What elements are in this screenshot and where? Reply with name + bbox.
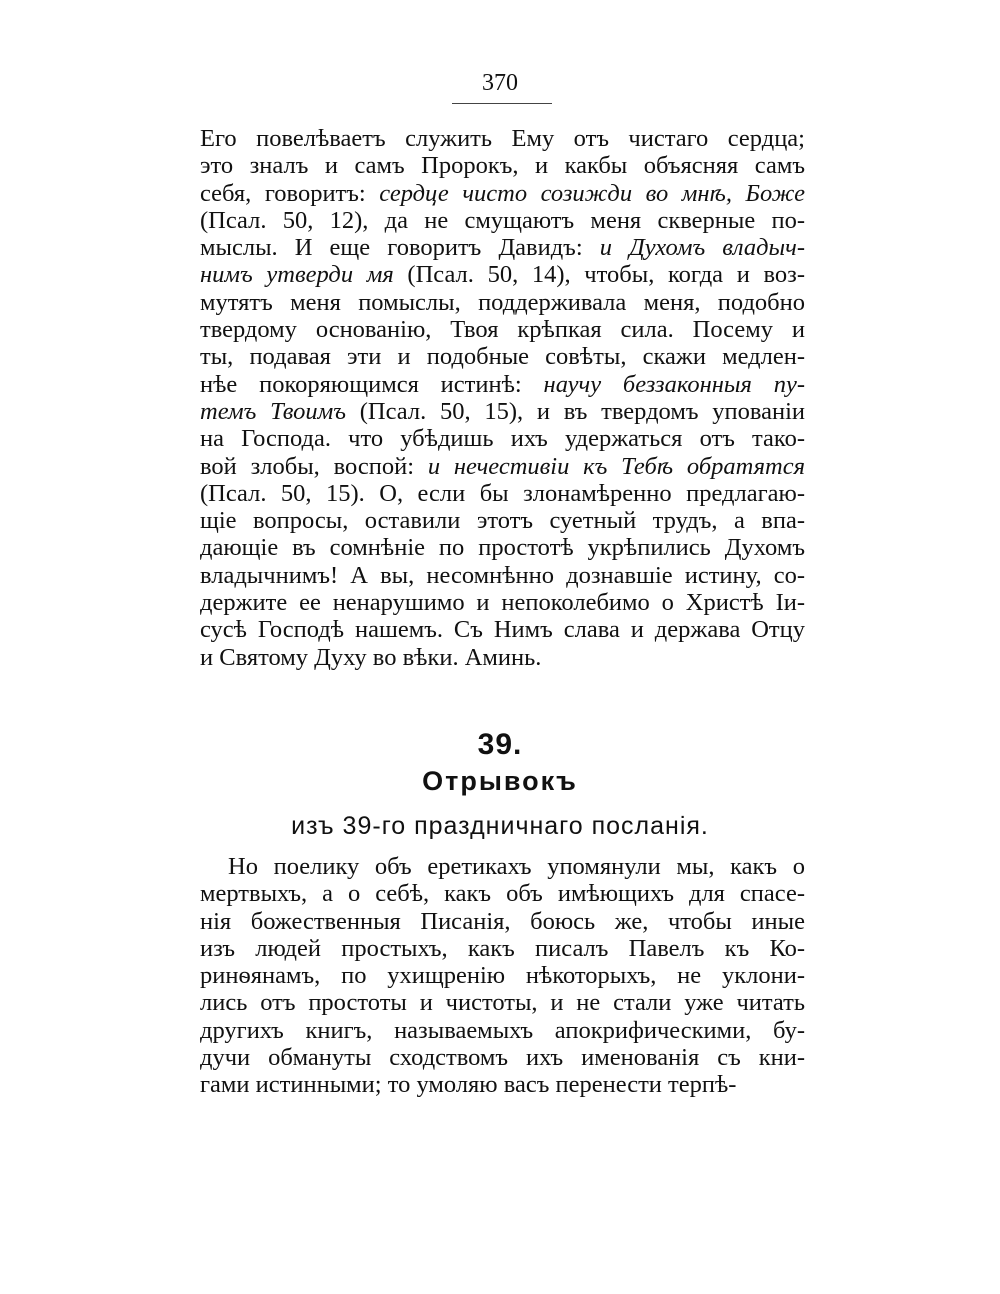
text-line: щіе вопросы, оставили этотъ суетный трудъ, а впа- [200, 507, 805, 535]
text-line: темъ Твоимъ (Псал. 50, 15), и въ твердомъ упованіи [200, 397, 806, 425]
text-line: мутятъ меня помыслы, поддерживала меня, подобно [200, 288, 805, 316]
text-line: изъ людей простыхъ, какъ писалъ Павелъ къ Ко- [200, 934, 805, 962]
text-line: ринѳянамъ, по ухищренію нѣкоторыхъ, не уклони- [200, 962, 805, 990]
text-line: нѣе покоряющимся истинѣ: научу беззаконныя пу- [200, 370, 806, 398]
page-number: 370 [482, 70, 518, 96]
text-line: это зналъ и самъ Пророкъ, и какбы объясняя самъ [200, 152, 805, 180]
text-line: себя, говоритъ: сердце чисто созижди во мнѣ, Боже [200, 179, 805, 207]
text-line: мыслы. И еще говоритъ Давидъ: и Духомъ владыч- [200, 234, 805, 262]
body-text-part1 [200, 125, 805, 671]
text-line: другихъ книгъ, называемыхъ апокрифическими, бу- [200, 1016, 805, 1044]
text-line: мертвыхъ, а о себѣ, какъ объ имѣющихъ для спасе- [200, 880, 805, 908]
section-title: Отрывокъ [422, 766, 578, 796]
text-line: дучи обмануты сходствомъ ихъ именованія съ кни- [200, 1044, 805, 1072]
page-number-rule [452, 103, 552, 104]
text-line: владычнимъ! А вы, несомнѣнно дознавшіе истину, со- [200, 561, 805, 589]
body-text-part2 [200, 853, 805, 1099]
text-line: дающіе въ сомнѣніе по простотѣ укрѣпились Духомъ [200, 534, 805, 562]
text-line: Но поелику объ еретикахъ упомянули мы, какъ о [228, 853, 805, 880]
section-subtitle: изъ 39-го праздничнаго посланія. [291, 812, 709, 840]
text-line: лись отъ простоты и чистоты, и не стали уже читать [200, 989, 805, 1017]
section-number: 39. [477, 728, 523, 761]
text-line: сусѣ Господѣ нашемъ. Съ Нимъ слава и держава Отцу [200, 616, 805, 644]
text-line: Его повелѣваетъ служить Ему отъ чистаго сердца; [200, 125, 805, 152]
text-line: (Псал. 50, 12), да не смущаютъ меня скверные по- [200, 206, 805, 234]
text-line: нимъ утверди мя (Псал. 50, 14), чтобы, когда и воз- [200, 261, 805, 289]
text-line: держите ее ненарушимо и непоколебимо о Христѣ Іи- [200, 589, 805, 617]
text-line: вой злобы, воспой: и нечестивіи къ Тебѣ обратятся [200, 452, 805, 480]
text-line: нія божественныя Писанія, боюсь же, чтобы иные [200, 907, 805, 935]
text-line: (Псал. 50, 15). О, если бы злонамѣренно предлагаю- [200, 479, 805, 507]
text-line: на Господа. что убѣдишь ихъ удержаться отъ тако- [200, 425, 805, 453]
text-line: гами истинными; то умоляю васъ перенести терпѣ- [200, 1071, 737, 1099]
text-line: ты, подавая эти и подобные совѣты, скажи медлен- [200, 343, 805, 371]
text-line: и Святому Духу во вѣки. Аминь. [200, 643, 542, 671]
text-line: твердому основанію, Твоя крѣпкая сила. Посему и [200, 316, 805, 344]
